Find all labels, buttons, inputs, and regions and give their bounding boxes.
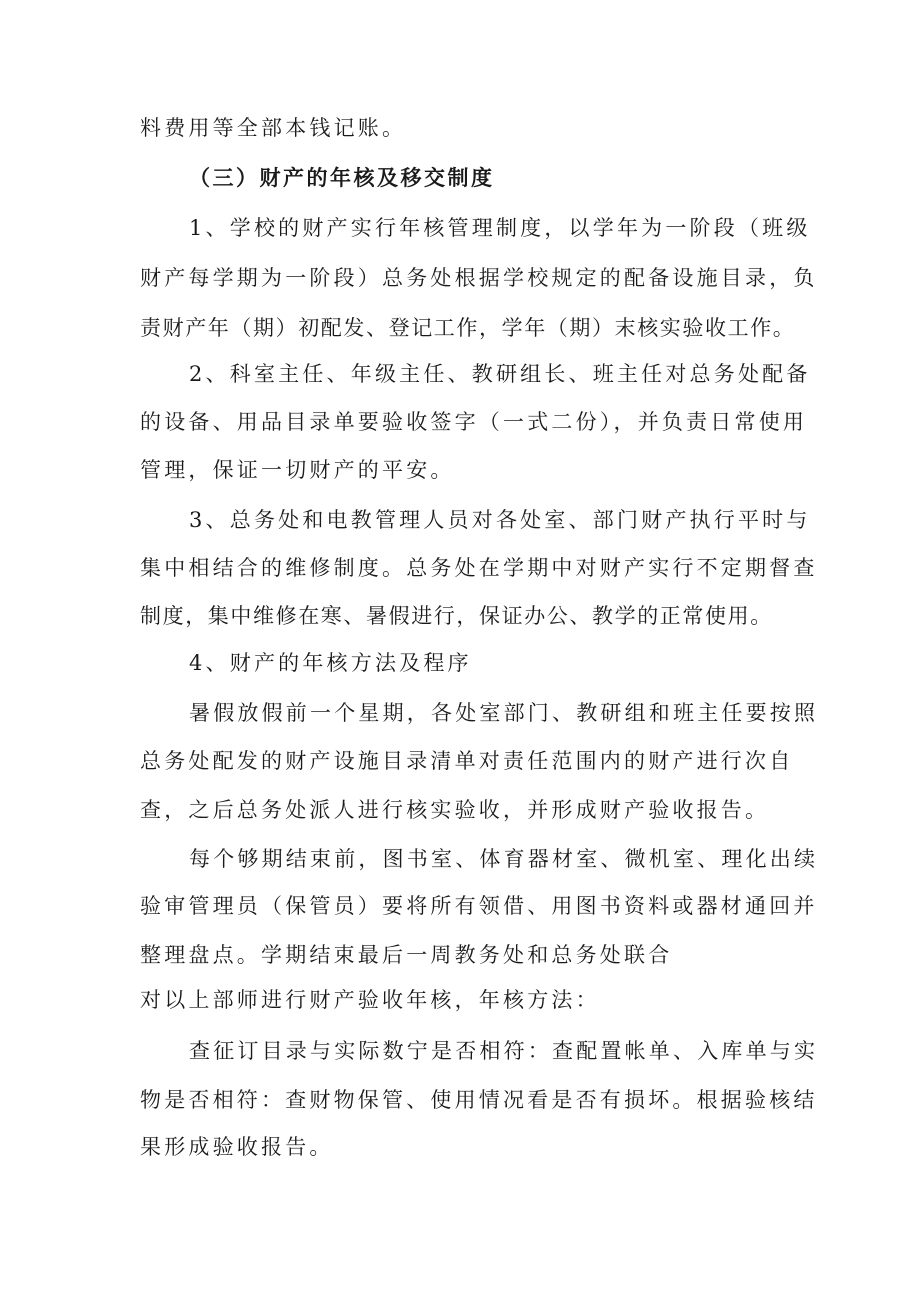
- paragraph-line: 4、财产的年核方法及程序: [189, 651, 472, 675]
- paragraph-line: 对以上部师进行财产验收年核，年核方法：: [140, 988, 600, 1012]
- paragraph-line: 暑假放假前一个星期，各处室部门、教研组和班主任要按照: [189, 701, 819, 725]
- paragraph-line: 管理，保证一切财产的平安。: [140, 458, 455, 482]
- paragraph-line: 物是否相符：查财物保管、使用情况看是否有损坏。根据验核结: [140, 1088, 818, 1112]
- paragraph-line: 料费用等全部本钱记账。: [140, 116, 407, 140]
- paragraph-line: 整理盘点。学期结束最后一周教务处和总务处联合: [140, 943, 673, 967]
- paragraph-line: 果形成验收报告。: [140, 1135, 334, 1159]
- paragraph-line: 验审管理员（保管员）要将所有领借、用图书资料或器材通回并: [140, 894, 818, 918]
- paragraph-line: 总务处配发的财产设施目录清单对责任范围内的财产进行次自: [140, 749, 794, 773]
- paragraph-line: 制度，集中维修在寒、暑假进行，保证办公、教学的正常使用。: [140, 604, 773, 628]
- paragraph-line: 每个够期结束前，图书室、体育器材室、微机室、理化出续: [189, 847, 819, 871]
- paragraph-line: 查，之后总务处派人进行核实验收，并形成财产验收报告。: [140, 798, 770, 822]
- paragraph-line: 的设备、用品目录单要验收签字（一式二份），并负责日常使用: [140, 410, 808, 434]
- section-heading: （三）财产的年核及移交制度: [189, 166, 495, 190]
- paragraph-line: 财产每学期为一阶段）总务处根据学校规定的配备设施目录，负: [140, 266, 818, 290]
- paragraph-line: 集中相结合的维修制度。总务处在学期中对财产实行不定期督查: [140, 556, 818, 580]
- paragraph-line: 责财产年（期）初配发、登记工作，学年（期）末核实验收工作。: [140, 316, 796, 340]
- paragraph-line: 查征订目录与实际数宁是否相符：查配置帐单、入库单与实: [189, 1039, 819, 1063]
- paragraph-line: 2、科室主任、年级主任、教研组长、班主任对总务处配备: [189, 362, 811, 386]
- paragraph-line: 1、学校的财产实行年核管理制度，以学年为一阶段（班级: [189, 216, 811, 240]
- paragraph-line: 3、总务处和电教管理人员对各处室、部门财产执行平时与: [189, 508, 811, 532]
